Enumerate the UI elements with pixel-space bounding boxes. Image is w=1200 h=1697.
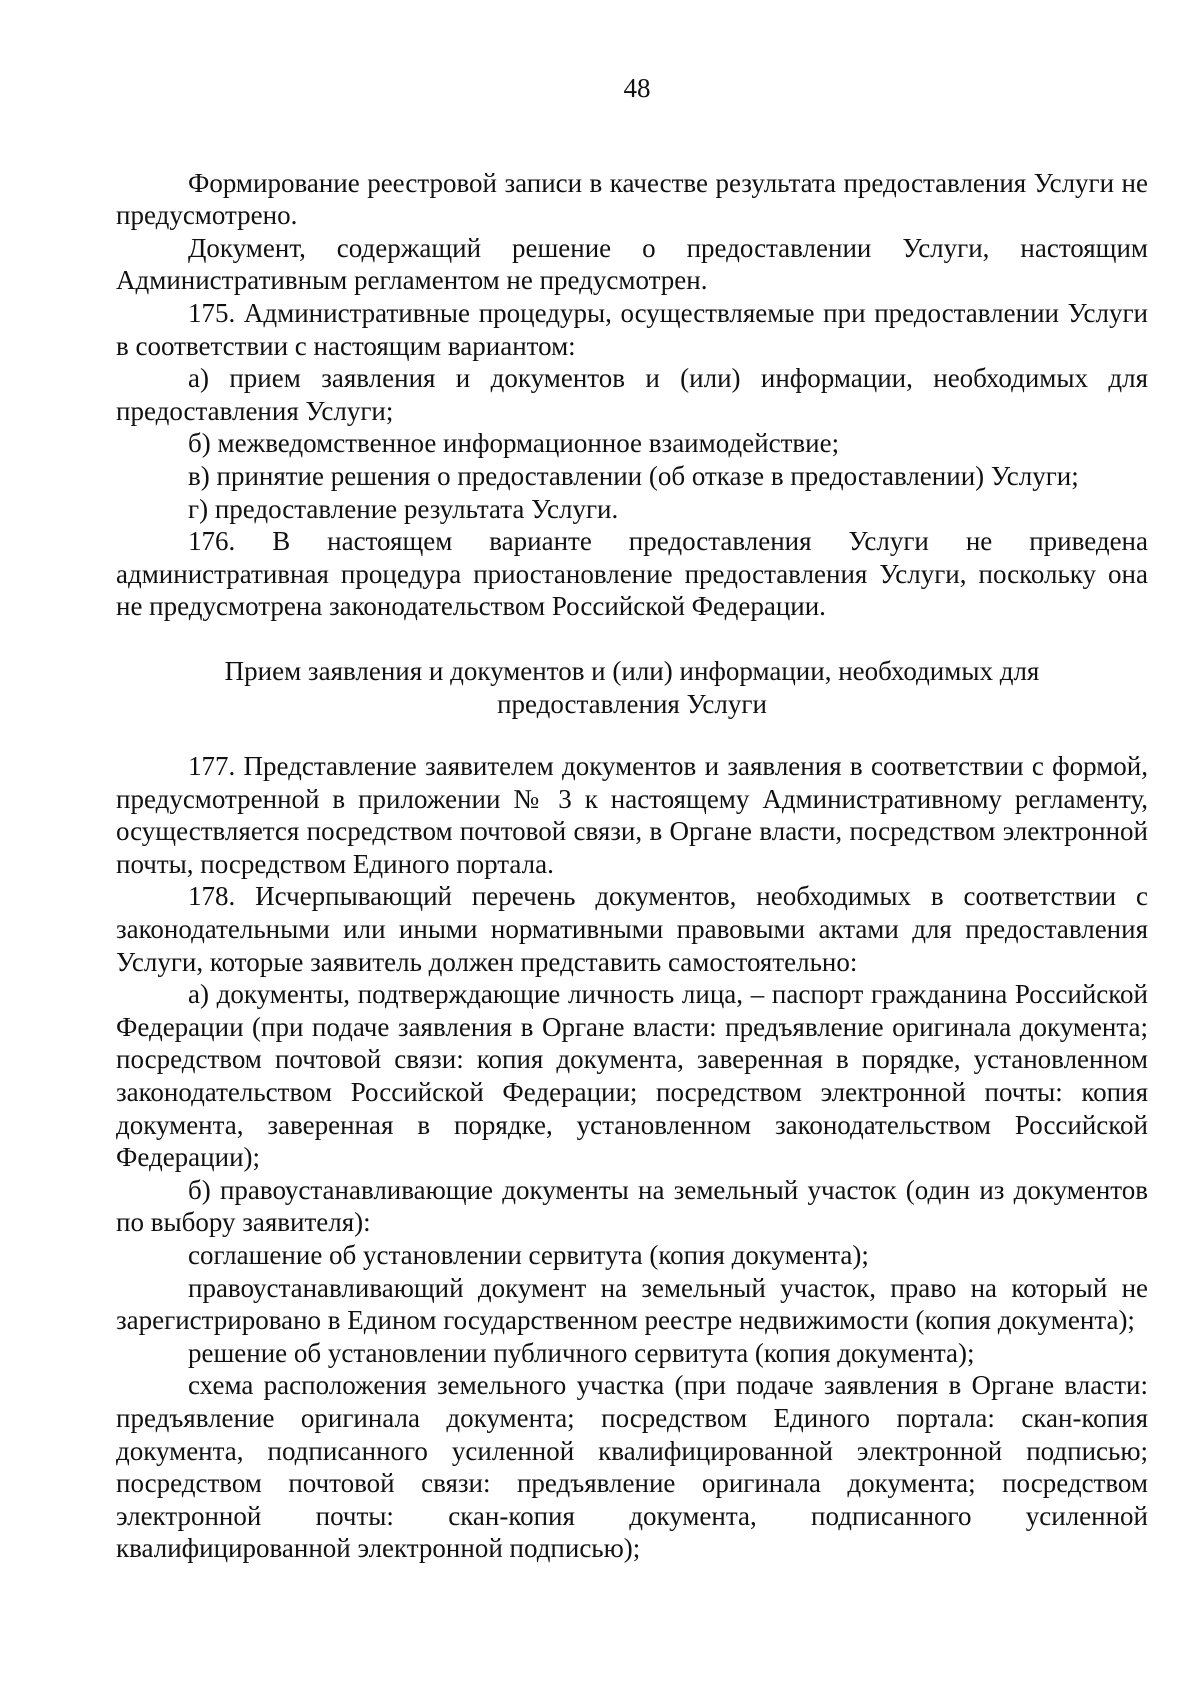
list-item-a: а) прием заявления и документов и (или) информации, необходимых для предоставления Услуги; — [116, 363, 1148, 426]
list-item-v: в) принятие решения о предоставлении (об отказе в предоставлении) Услуги; — [188, 460, 1079, 491]
paragraph: Документ, содержащий решение о предоставлении Услуги, настоящим Административным регламентом не предусмотрен. — [116, 232, 1148, 296]
paragraph-176: 176. В настоящем варианте предоставления Услуги не приведена административная процедура приостановление предоставления Услуги, поскольку она не предусмотрена законодательством Российской Федерации. — [116, 526, 1148, 622]
paragraph-175: 175. Административные процедуры, осуществляемые при предоставлении Услуги в соответствии с настоящим вариантом: — [116, 297, 1148, 361]
paragraph-177: 177. Представление заявителем документов и заявления в соответствии с формой, предусмотренной в приложении № 3 к настоящему Административному регламенту, осуществляется посредством почтовой связи, в Органе власти, посредством электронной почты, посредством Единого портала. — [116, 751, 1148, 879]
sub-item: решение об установлении публичного сервитута (копия документа); — [188, 1337, 975, 1368]
paragraph: Формирование реестровой записи в качестве результата предоставления Услуги не предусмотрено. — [116, 167, 1148, 231]
sub-item: соглашение об установлении сервитута (копия документа); — [188, 1240, 869, 1270]
list-item-b: б) межведомственное информационное взаимодействие; — [188, 428, 840, 459]
section-heading: Прием заявления и документов и (или) информации, необходимых для предоставления Услуги — [224, 655, 1040, 719]
list-item-a: а) документы, подтверждающие личность лица, – паспорт гражданина Российской Федерации (при подаче заявления в Органе власти: предъявление оригинала документа; посредством почтовой связи: копия документа, заверенная в порядке, установленном законодательством Российской Федерации; посредством электронной почты: копия документа, заверенная в порядке, установленном законодательством Российской Федерации); — [116, 979, 1148, 1173]
list-item-g: г) предоставление результата Услуги. — [188, 493, 619, 524]
paragraph-178: 178. Исчерпывающий перечень документов, необходимых в соответствии с законодательными или иными нормативными правовыми актами для предоставления Услуги, которые заявитель должен представить самостоятельно: — [116, 881, 1148, 977]
sub-item: правоустанавливающий документ на земельный участок, право на который не зарегистрировано в Едином государственном реестре недвижимости (копия документа); — [116, 1272, 1148, 1336]
list-item-b: б) правоустанавливающие документы на земельный участок (один из документов по выбору заявителя): — [116, 1174, 1148, 1238]
sub-item: схема расположения земельного участка (при подаче заявления в Органе власти: предъявление оригинала документа; посредством Единого портала: скан-копия документа, подписанного усиленной квалифицированной электронной подписью; посредством почтовой связи: предъявление оригинала документа; посредством электронной почты: скан-копия документа, подписанного усиленной квалифицированной электронной подписью); — [116, 1370, 1148, 1564]
page-number: 48 — [623, 73, 651, 103]
